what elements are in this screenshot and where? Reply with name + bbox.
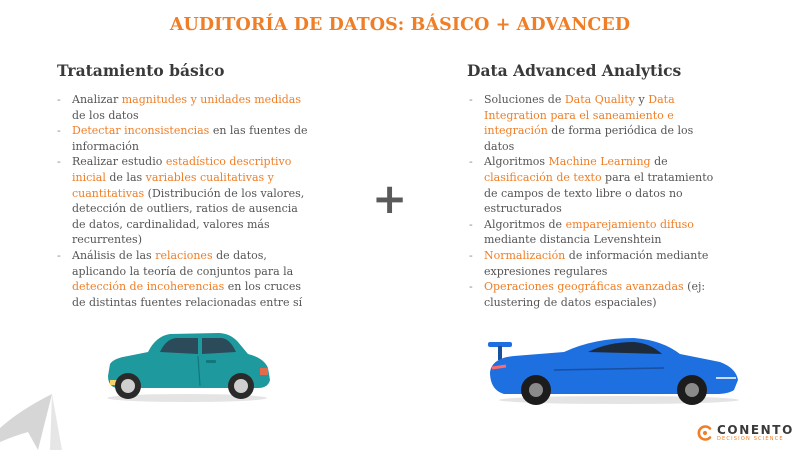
item-text: de datos, aplicando la teoría de conjuntos para la: [72, 248, 294, 278]
highlight-text: emparejamiento difuso: [565, 217, 694, 231]
item-text: y: [635, 93, 649, 106]
item-text: de los datos: [72, 108, 139, 122]
item-text: para el tratamiento de campos de texto libre o datos no estructurados: [484, 170, 714, 216]
advanced-heading: Data Advanced Analytics: [467, 61, 682, 80]
item-text: Analizar: [72, 93, 122, 106]
basic-list: [57, 92, 309, 310]
highlight-text: variables cualitativas y cuantitativas: [72, 170, 274, 200]
highlight-text: Operaciones geográficas avanzadas: [484, 280, 684, 294]
blue-sports-car-image: [484, 332, 744, 408]
highlight-text: Detectar inconsistencias: [72, 124, 210, 138]
left-list-item: [57, 123, 309, 154]
item-text: Algoritmos de: [484, 217, 566, 231]
item-text: Soluciones de: [484, 93, 565, 106]
highlight-text: relaciones: [155, 248, 213, 262]
highlight-text: estadístico descriptivo inicial: [72, 155, 292, 184]
highlight-text: magnitudes y unidades medidas: [121, 93, 301, 106]
item-text: en las fuentes de información: [72, 124, 308, 153]
basic-heading: Tratamiento básico: [57, 61, 225, 80]
advanced-list: [469, 92, 714, 310]
item-text: Algoritmos: [484, 155, 549, 169]
right-list-item: [469, 154, 714, 216]
item-text: de información mediante expresiones regulares: [484, 248, 709, 278]
item-text: en los cruces de distintas fuentes relacionadas entre sí: [72, 280, 303, 309]
right-list-item: [469, 217, 714, 248]
highlight-text: Normalización: [484, 248, 566, 262]
item-text: Realizar estudio: [72, 155, 166, 169]
item-text: (Distribución de los valores, detección de outliers, ratios de ausencia de datos, cardinalidad, valores más recurrentes): [72, 186, 305, 247]
item-text: de forma periódica de los datos: [484, 124, 694, 153]
slide-title: AUDITORÍA DE DATOS: BÁSICO + ADVANCED: [169, 15, 631, 35]
right-list-item: [469, 279, 714, 310]
left-list-item: [57, 154, 309, 248]
logo-name: CONENTO: [717, 423, 794, 437]
item-text: (ej: clustering de datos espaciales): [484, 280, 706, 309]
logo-tagline: DECISION SCIENCE: [717, 436, 784, 442]
conento-logo: [697, 424, 794, 442]
plus-sign: +: [372, 174, 408, 223]
highlight-text: Data Quality: [564, 93, 636, 106]
left-list-item: [57, 248, 309, 310]
highlight-text: Machine Learning: [548, 155, 651, 169]
corner-arrow-decoration: [0, 392, 70, 450]
right-list-item: [469, 248, 714, 279]
item-text: de: [650, 155, 668, 169]
highlight-text: detección de incoherencias: [72, 280, 225, 294]
item-text: mediante distancia Levenshtein: [484, 233, 662, 247]
right-list-item: [469, 92, 714, 154]
item-text: Análisis de las: [72, 248, 156, 262]
highlight-text: Data Integration para el saneamiento e integración: [484, 93, 675, 138]
teal-car-image: [98, 328, 276, 406]
conento-logo-icon: [697, 425, 713, 441]
item-text: de las: [105, 170, 146, 184]
highlight-text: clasificación de texto: [484, 170, 602, 184]
left-list-item: [57, 92, 309, 123]
